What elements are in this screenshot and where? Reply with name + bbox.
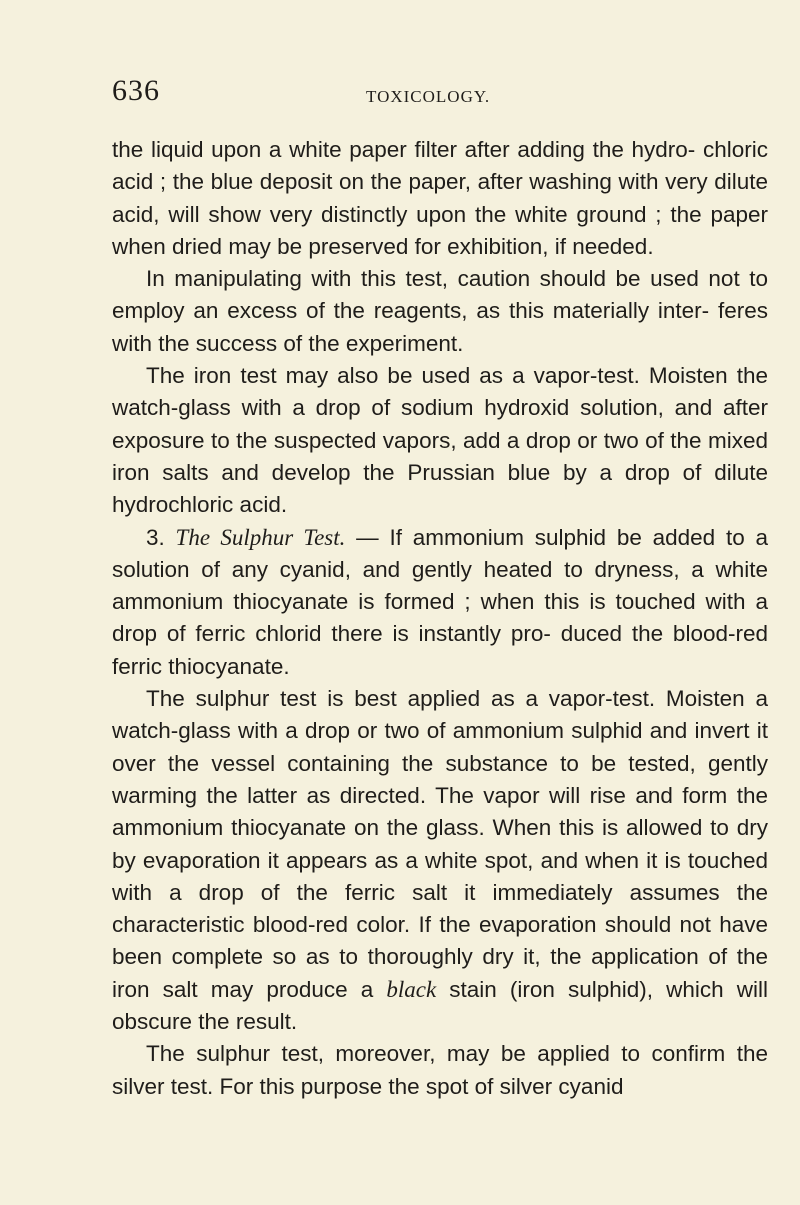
paragraph-text: stain (iron sulphid), which will obscure the result. [112, 976, 768, 1035]
paragraph [112, 683, 768, 1038]
paragraph: the liquid upon a white paper filter after adding the hydro- chloric acid ; the blue deposit on the paper, after washing with very dilute acid, will show very distinctly upon the white ground ; the paper when dried may be preserved for exhibition, if needed. [112, 137, 768, 259]
section-number: 3. [146, 524, 176, 550]
page-number: 636 [112, 74, 160, 107]
body-text [112, 134, 768, 1103]
paragraph-text: The sulphur test is best applied as a vapor-test. Moisten a watch-glass with a drop or two of ammonium sulphid and invert it over the vessel containing the substance to be tested, gently warming the latter as directed. The vapor will rise and form the ammonium thiocyanate on the glass. When this is allowed to dry by evaporation it appears as a white spot, and when it is touched with a drop of the ferric salt it immediately assumes the characteristic blood-red color. If the evaporation should not have been complete so as to thoroughly dry it, the application of the iron salt may produce a [112, 686, 768, 1002]
paragraph: The iron test may also be used as a vapor-test. Moisten the watch-glass with a drop of sodium hydroxid solution, and after exposure to the suspected vapors, add a drop or two of the mixed iron salts and develop the Prussian blue by a drop of dilute hydrochloric acid. [112, 363, 768, 518]
paragraph [112, 522, 768, 683]
paragraph: In manipulating with this test, caution should be used not to employ an excess of the reagents, as this materially inter- feres with the success of the experiment. [112, 266, 768, 356]
emphasis: black [386, 976, 437, 1002]
section-title: The Sulphur Test. [175, 524, 346, 550]
page-header [112, 74, 762, 114]
paragraph: The sulphur test, moreover, may be applied to confirm the silver test. For this purpose the spot of silver cyanid [112, 1041, 768, 1099]
running-head: TOXICOLOGY. [366, 87, 491, 106]
paragraph-text: — If ammonium sulphid be added to a solution of any cyanid, and gently heated to dryness, a white ammonium thiocyanate is formed ; when this is touched with a drop of ferric chlorid there is instantly pro- duced the blood-red ferric thiocyanate. [112, 524, 768, 679]
